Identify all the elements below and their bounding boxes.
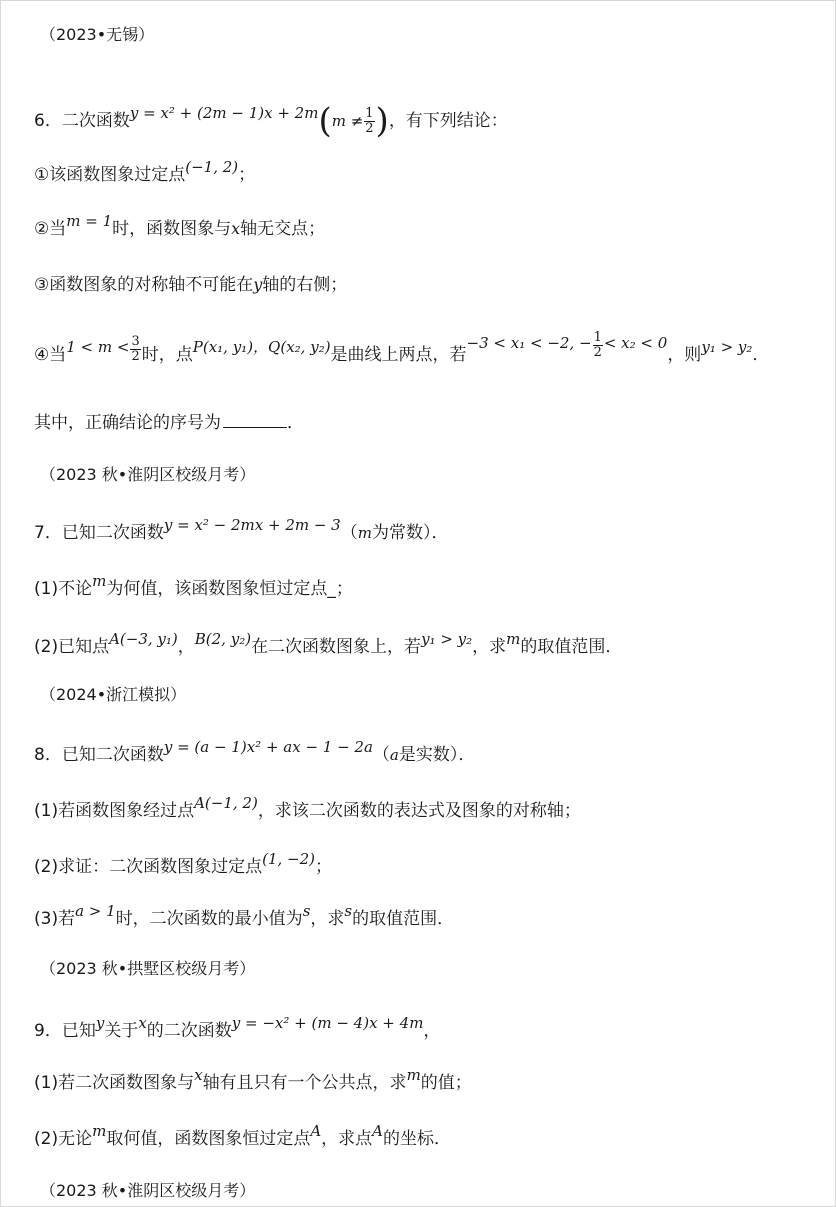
- q9-p1-c: 的值；: [420, 1073, 472, 1093]
- q6-c3-b: 轴的右侧；: [262, 275, 348, 295]
- q8-p3-s2: s: [344, 902, 353, 920]
- q8-p3-a: (3)若: [34, 909, 76, 929]
- q6-ask-end: ．: [287, 413, 304, 433]
- q7-stem-m: m: [357, 524, 372, 542]
- q7-p1-m: m: [92, 572, 107, 590]
- q7-p2-sep: ，: [177, 637, 195, 657]
- q6-condition: m ≠: [331, 112, 364, 130]
- q7-p2-c: ，求: [472, 637, 507, 657]
- q6-source: （2023•无锡）: [40, 25, 155, 44]
- q6-half-fraction: [364, 107, 374, 135]
- q7-stem-a: 已知二次函数: [61, 523, 164, 543]
- q8-p3-cond: a > 1: [75, 902, 116, 920]
- q6-c4-a: ④当: [34, 345, 67, 365]
- q8-p1-a: (1)若函数图象经过点: [34, 801, 195, 821]
- q6-c2-x: x: [231, 219, 241, 238]
- footer-source: （2023 秋•淮阴区校级月考）: [40, 1181, 256, 1200]
- q9-p2-b: 取何值，函数图象恒过定点: [106, 1129, 311, 1149]
- q6-stem-end: ，有下列结论：: [388, 111, 508, 131]
- q6-half-den: 2: [365, 120, 374, 136]
- q8-p1-b: ，求该二次函数的表达式及图象的对称轴；: [257, 801, 581, 821]
- q9-stem-y: y: [95, 1014, 105, 1032]
- q8-p3-s: s: [302, 902, 311, 920]
- q6-ask-text: 其中，正确结论的序号为: [34, 413, 221, 433]
- q8-number: 8．: [34, 745, 62, 765]
- q9-p1-b: 轴有且只有一个公共点，求: [202, 1073, 407, 1093]
- q6-stem: [34, 101, 508, 141]
- q8-p2-point: (1, −2): [262, 850, 315, 868]
- q9-source: （2023 秋•拱墅区校级月考）: [40, 959, 256, 978]
- q9-p1-m: m: [406, 1066, 421, 1084]
- q8-p2-a: (2)求证：二次函数图象过定点: [34, 857, 263, 877]
- q7-p2-cond: y₁ > y₂: [421, 630, 473, 648]
- q7-p1-a: (1)不论: [34, 579, 93, 599]
- q7-stem-b: （: [340, 523, 358, 543]
- q6-ask: [34, 408, 304, 433]
- q8-part-1: [34, 796, 581, 821]
- q9-stem: [34, 1016, 440, 1041]
- q6-c4-cond-post: < x₂ < 0: [603, 334, 668, 352]
- q7-formula: y = x² − 2mx + 2m − 3: [163, 516, 341, 534]
- q6-number: 6．: [34, 111, 62, 131]
- q6-c4-fraction: [130, 335, 140, 363]
- q9-p2-a: (2)无论: [34, 1129, 93, 1149]
- q7-number: 7．: [34, 523, 62, 543]
- q7-p2-b: 在二次函数图象上，若: [251, 637, 422, 657]
- q7-p2-point-a: A(−3, y₁): [109, 630, 178, 648]
- q6-conclusion-2: [34, 214, 325, 239]
- q8-p1-point: A(−1, 2): [194, 794, 258, 812]
- q6-c4-frac-num: 3: [131, 333, 140, 349]
- q6-c4-b: 时，点: [141, 345, 193, 365]
- q6-c1-point: (−1, 2): [185, 158, 239, 176]
- q9-p2-A2: A: [372, 1122, 384, 1140]
- q8-part-2: [34, 852, 332, 877]
- q6-conclusion-4: [34, 329, 770, 369]
- q7-part-2: [34, 632, 622, 657]
- q6-c2-b: 时，函数图象与: [112, 219, 232, 239]
- q6-paren-open: (: [318, 101, 332, 141]
- q6-c2-c: 轴无交点；: [240, 219, 326, 239]
- q7-stem: [34, 518, 448, 543]
- q6-c4-cond-den: 2: [593, 344, 602, 360]
- q6-c4-c: 是曲线上两点，若: [330, 345, 467, 365]
- answer-blank[interactable]: [223, 413, 287, 428]
- q6-c4-frac-den: 2: [131, 348, 140, 364]
- q9-number: 9．: [34, 1021, 62, 1041]
- q8-stem-a: 已知二次函数: [61, 745, 164, 765]
- q9-stem-b: 关于: [104, 1021, 139, 1041]
- q6-c1-text: ①该函数图象过定点: [34, 165, 186, 185]
- q9-part-2: [34, 1124, 451, 1149]
- q8-p2-b: ；: [315, 857, 332, 877]
- q8-stem-c: 是实数）．: [398, 745, 476, 765]
- q9-p2-m: m: [92, 1122, 107, 1140]
- q8-p3-d: 的取值范围．: [352, 909, 455, 929]
- q6-stem-text: 二次函数: [61, 111, 130, 131]
- q6-c4-result: y₁ > y₂: [701, 338, 753, 356]
- q6-c4-cond-pre: −3 < x₁ < −2, −: [466, 334, 592, 352]
- q6-c4-end: ．: [752, 345, 770, 365]
- q8-stem-b: （: [372, 745, 390, 765]
- q8-formula: y = (a − 1)x² + ax − 1 − 2a: [163, 738, 373, 756]
- q7-p2-m: m: [506, 630, 521, 648]
- q7-p1-b: 为何值，该函数图象恒过定点_；: [106, 579, 353, 599]
- q7-source: （2023 秋•淮阴区校级月考）: [40, 465, 256, 484]
- q9-stem-c: 的二次函数: [146, 1021, 232, 1041]
- q9-p1-x: x: [194, 1066, 203, 1084]
- q7-p2-point-b: B(2, y₂): [194, 630, 252, 648]
- q6-c4-cond-num: 1: [593, 329, 602, 345]
- q8-stem-a2: a: [389, 746, 399, 764]
- q7-part-1: [34, 574, 353, 599]
- q6-c4-d: ，则: [667, 345, 702, 365]
- q8-p3-c: ，求: [310, 909, 345, 929]
- q6-half-num: 1: [365, 105, 374, 121]
- q6-c3-y: y: [253, 275, 263, 294]
- q9-stem-x: x: [138, 1014, 147, 1032]
- q6-c2-m: m = 1: [66, 212, 113, 230]
- q9-p2-d: 的坐标．: [383, 1129, 452, 1149]
- q6-c4-range: 1 < m <: [66, 338, 130, 356]
- q9-part-1: [34, 1068, 472, 1093]
- q7-p2-d: 的取值范围．: [520, 637, 623, 657]
- q6-conclusion-1: [34, 160, 255, 185]
- q6-conclusion-3: [34, 270, 347, 295]
- q9-p2-c: ，求点: [321, 1129, 373, 1149]
- q7-stem-c: 为常数）．: [371, 523, 449, 543]
- q6-c4-points: P(x₁, y₁)，Q(x₂, y₂): [192, 338, 331, 356]
- q6-c1-end: ；: [238, 165, 256, 185]
- q9-stem-d: ，: [423, 1021, 441, 1041]
- q8-source: （2024•浙江模拟）: [40, 685, 187, 704]
- q8-p3-b: 时，二次函数的最小值为: [115, 909, 303, 929]
- q8-stem: [34, 740, 475, 765]
- q6-c4-cond-fraction: [593, 331, 603, 359]
- q6-c2-a: ②当: [34, 219, 67, 239]
- q6-c3-a: ③函数图象的对称轴不可能在: [34, 275, 254, 295]
- q9-p2-A: A: [310, 1122, 322, 1140]
- q9-stem-a: 已知: [61, 1021, 96, 1041]
- q8-part-3: [34, 904, 454, 929]
- q9-p1-a: (1)若二次函数图象与: [34, 1073, 195, 1093]
- q9-formula: y = −x² + (m − 4)x + 4m: [231, 1014, 424, 1032]
- q6-paren-close: ): [375, 101, 389, 141]
- q7-p2-a: (2)已知点: [34, 637, 110, 657]
- q6-formula: y = x² + (2m − 1)x + 2m: [129, 104, 319, 122]
